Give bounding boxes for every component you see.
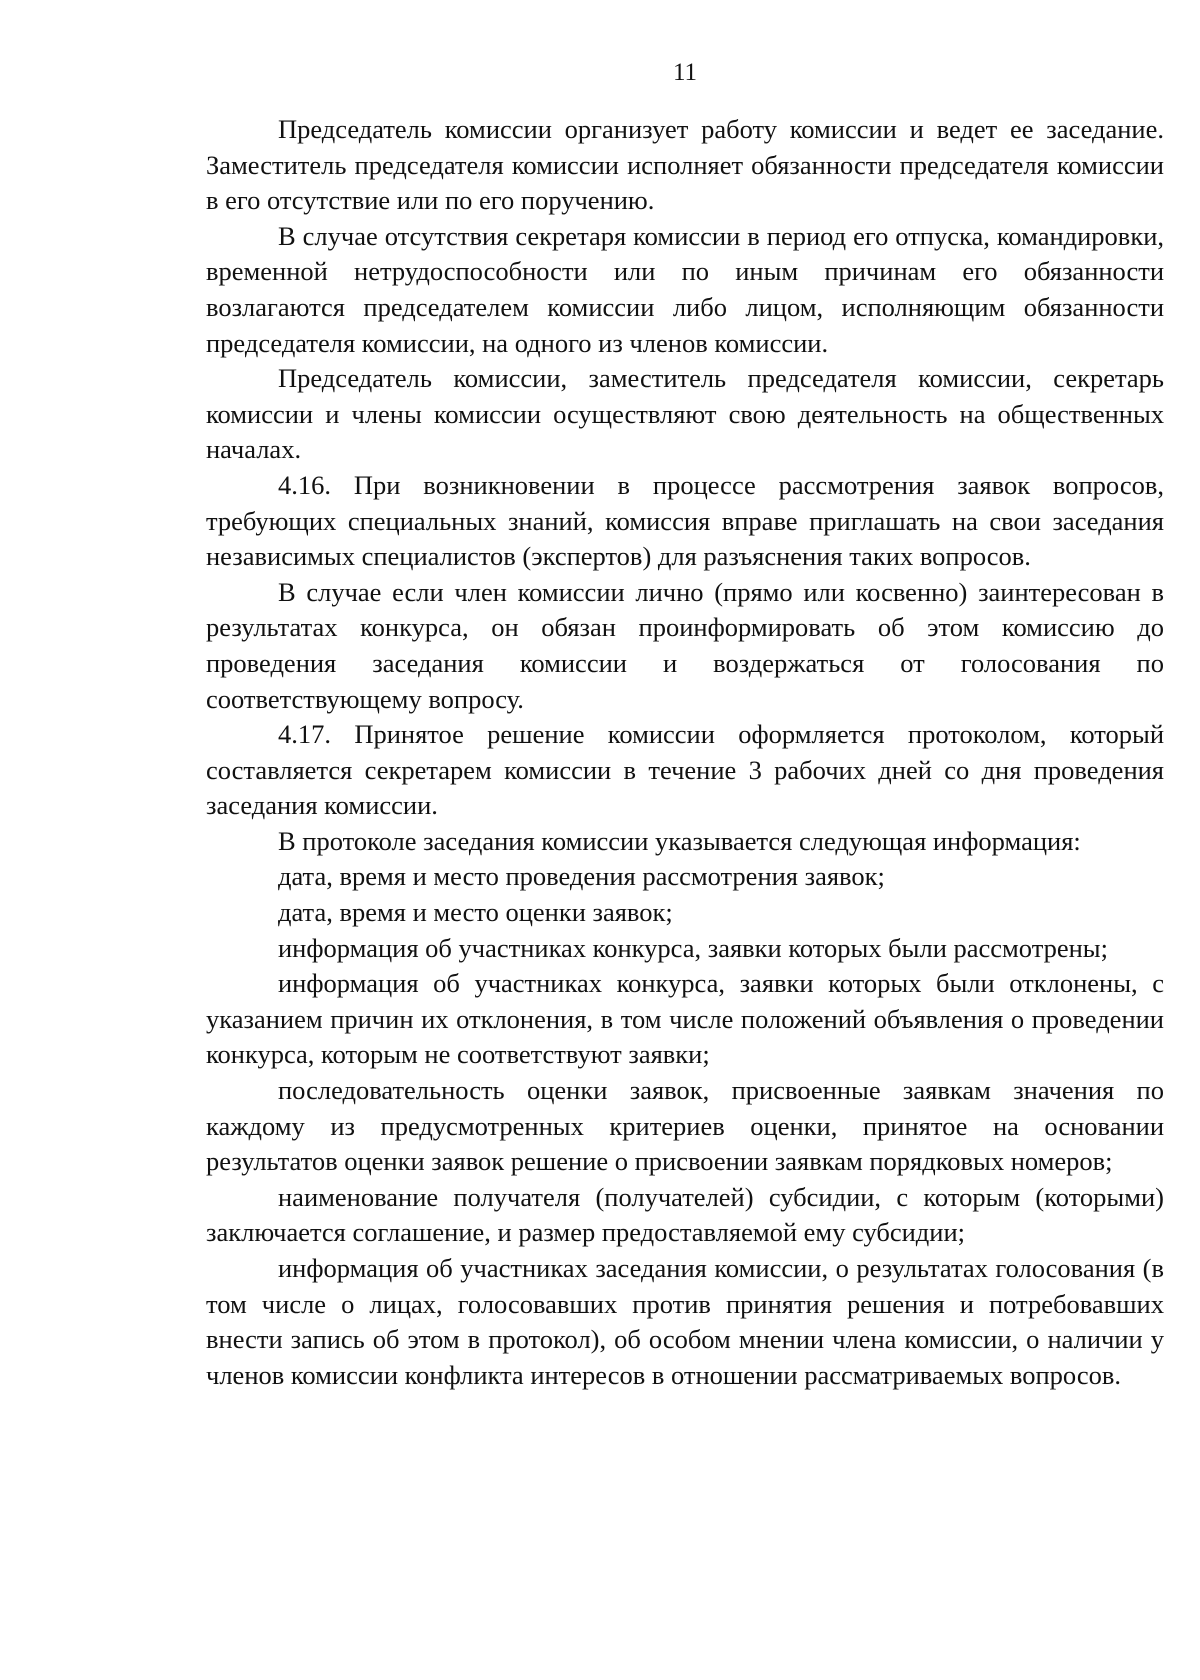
- list-item-subsidy-recipient: наименование получателя (получателей) субсидии, с которым (которыми) заключается соглашение, и размер предоставляемой ему субсидии;: [206, 1181, 1164, 1248]
- list-item-meeting-participants: информация об участниках заседания комиссии, о результатах голосования (в том числе о лицах, голосовавших против принятия решения и потребовавших внести запись об этом в протокол), об особом мнении члена комиссии, о наличии у членов комиссии конфликта интересов в отношении рассматриваемых вопросов.: [206, 1253, 1164, 1390]
- paragraph-4-16-experts: 4.16. При возникновении в процессе рассмотрения заявок вопросов, требующих специальных знаний, комиссия вправе приглашать на свои заседания независимых специалистов (экспертов) для разъяснения таких вопросов.: [206, 469, 1164, 572]
- document-body: [206, 112, 1164, 1393]
- list-item-evaluation-sequence: последовательность оценки заявок, присвоенные заявкам значения по каждому из предусмотренных критериев оценки, принятое на основании результатов оценки заявок решение о присвоении заявкам порядковых номеров;: [206, 1075, 1164, 1177]
- paragraph-chairman-duties: Председатель комиссии организует работу комиссии и ведет ее заседание. Заместитель председателя комиссии исполняет обязанности председателя комиссии в его отсутствие или по его поручению.: [206, 114, 1164, 216]
- list-item-evaluation-date: дата, время и место оценки заявок;: [278, 897, 673, 928]
- paragraph-secretary-absence: В случае отсутствия секретаря комиссии в период его отпуска, командировки, временной нетрудоспособности или по иным причинам его обязанности возлагаются председателем комиссии либо лицом, исполняющим обязанности председателя комиссии, на одного из членов комиссии.: [206, 220, 1164, 358]
- paragraph-conflict-of-interest: В случае если член комиссии лично (прямо или косвенно) заинтересован в результатах конкурса, он обязан проинформировать об этом комиссию до проведения заседания комиссии и воздержаться от голосования по соответствующему вопросу.: [206, 576, 1164, 714]
- page-number: 11: [672, 59, 698, 86]
- list-item-review-date: дата, время и место проведения рассмотрения заявок;: [278, 861, 885, 892]
- list-item-reviewed-participants: информация об участниках конкурса, заявки которых были рассмотрены;: [278, 932, 1108, 963]
- list-item-rejected-participants: информация об участниках конкурса, заявки которых были отклонены, с указанием причин их отклонения, в том числе положений объявления о проведении конкурса, которым не соответствуют заявки;: [206, 968, 1164, 1070]
- paragraph-protocol-contents: В протоколе заседания комиссии указывается следующая информация:: [278, 825, 1081, 856]
- paragraph-4-17-protocol: 4.17. Принятое решение комиссии оформляется протоколом, который составляется секретарем комиссии в течение 3 рабочих дней со дня проведения заседания комиссии.: [206, 719, 1164, 821]
- paragraph-voluntary-basis: Председатель комиссии, заместитель председателя комиссии, секретарь комиссии и члены комиссии осуществляют свою деятельность на общественных началах.: [206, 363, 1164, 465]
